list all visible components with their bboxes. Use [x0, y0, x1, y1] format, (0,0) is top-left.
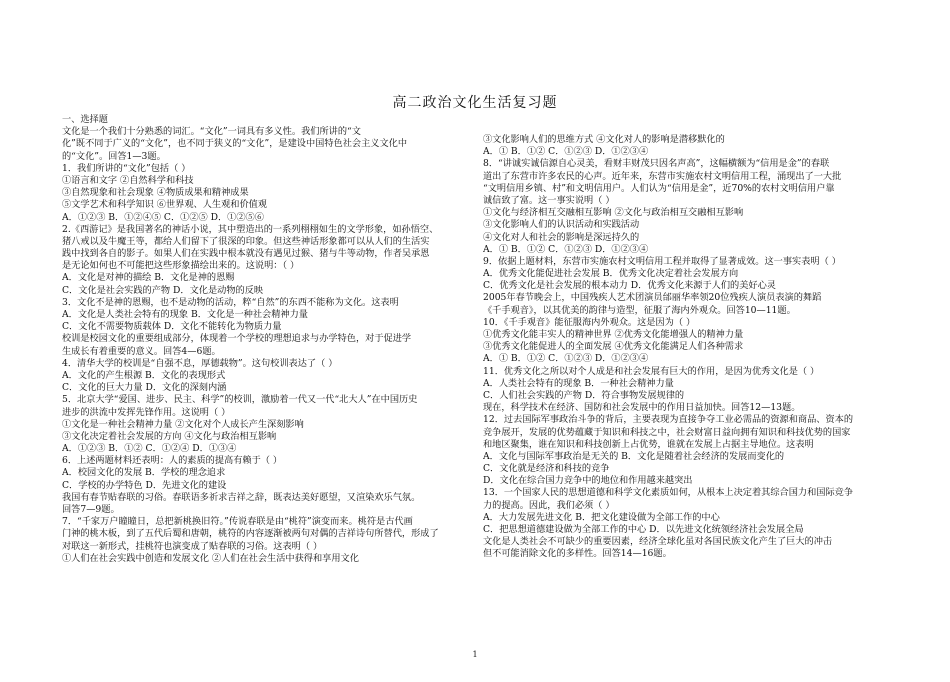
text-line: ④文化对人和社会的影响是深远持久的	[483, 231, 640, 243]
left-column	[62, 114, 472, 565]
text-line: ③优秀文化能促进人的全面发展 ④优秀文化能满足人们各种需求	[483, 341, 744, 353]
text-line: 10．《千手观音》能征服海内外观众。这是因为（ ）	[483, 316, 696, 328]
right-column	[483, 134, 903, 561]
text-line: “文明信用乡镇、村”和文明信用户。人们认为“信用是金”，近70%的农村文明信用户靠	[483, 182, 835, 194]
text-line: 6．上述两题材料还表明：人的素质的提高有赖于（ ）	[62, 455, 283, 467]
text-line: 3．文化不是神的恩赐，也不是动物的活动，粹“自然”的东西不能称为文化。这表明	[62, 296, 399, 308]
text-line: 我国有春节贴春联的习俗。春联语多祈求吉祥之辞，既表达美好愿望，又渲染欢乐气氛。	[62, 491, 421, 503]
text-line: C．文化就是经济和科技的竞争	[483, 463, 610, 475]
text-line: C．把思想道德建设做为全部工作的中心 D．以先进文化统领经济社会发展全局	[483, 524, 804, 535]
text-line: 进步的洪流中发挥先锋作用。这说明（ ）	[62, 406, 231, 418]
text-line: 9．依据上题材料，东营市实施农村文明信用工程并取得了显著成效。这一事实表明（ ）	[483, 255, 841, 267]
text-line: 生成长有着重要的意义。回答4—6题。	[62, 345, 221, 357]
text-line: C．优秀文化是社会发展的根本动力 D．优秀文化来源于人们的美好心灵	[483, 280, 776, 292]
text-line: 的“文化”。回答1—3题。	[62, 150, 166, 162]
text-line: ①语言和文字 ②自然科学和科技	[62, 174, 194, 186]
text-line: 和地区聚集，谁在知识和科技创新上占优势，谁就在发展上占据主导地位。这表明	[483, 438, 814, 450]
text-line: 诚信致了富。这一事实说明（ ）	[483, 194, 615, 206]
text-line: C．文化不需要物质载体 D．文化不能转化为物质力量	[62, 321, 282, 333]
text-line: ①人们在社会实践中创造和发展文化 ②人们在社会生活中获得和享用文化	[62, 552, 359, 564]
text-line: ①文化与经济相互交融相互影响 ②文化与政治相互交融相互影响	[483, 207, 744, 219]
text-line: 文化是一个我们十分熟悉的词汇。“文化”一词具有多义性。我们所讲的“文	[62, 126, 361, 138]
text-line: 对联这一新形式，挂桃符也演变成了贴春联的习俗。这表明（ ）	[62, 540, 323, 552]
text-line: 但不可能消除文化的多样性。回答14—16题。	[483, 548, 672, 560]
text-line: A．① B．①② C．①②③ D．①②③④	[483, 353, 649, 365]
text-line: 文化是人类社会不可缺少的重要因素，经济全球化虽对各国民族文化产生了巨大的冲击	[483, 536, 833, 548]
text-line: ①优秀文化能丰实人的精神世界 ②优秀文化能增强人的精神力量	[483, 329, 744, 340]
text-line: ①文化是一种社会精神力量 ②文化对个人成长产生深刻影响	[62, 418, 304, 430]
text-line: C．学校的办学特色 D．先进文化的建设	[62, 479, 227, 491]
text-line: 8．“讲诚实诚信源自心灵美，看财丰财茂只因名声高”，这幅横额为“信用是金”的春联	[483, 158, 830, 170]
text-line: 5．北京大学“爱国、进步、民主、科学”的校训，激励着一代又一代“北大人”在中国历史	[62, 394, 418, 406]
text-line: 12．过去国际军事政治斗争的背后，主要表现为直接争夺工业必需品的资源和商品、资本的	[483, 414, 854, 426]
text-line: C．文化的巨大力量 D．文化的深刻内涵	[62, 382, 227, 394]
text-line: D．文化在综合国力竞争中的地位和作用越来越突出	[483, 475, 693, 487]
text-line: ③文化影响人们的认识活动和实践活动	[483, 219, 640, 231]
text-line: 2.《西游记》是我国著名的神话小说，其中塑造出的一系列栩栩如生的文学形象，如孙悟空、	[62, 223, 439, 235]
text-line: 化”既不同于广义的“文化”，也不同于狭义的“文化”，是建设中国特色社会主义文化中	[62, 138, 408, 150]
text-line: A．文化与国际军事政治是无关的 B．文化是随着社会经济的发展而变化的	[483, 450, 785, 462]
text-line: 4．清华大学的校训是“自强不息，厚德载物”。这句校训表达了（ ）	[62, 357, 338, 369]
text-line: 是无论如何也不可能把这些形象描绘出来的。这说明：（ ）	[62, 260, 300, 272]
text-line: A．① B．①② C．①②③ D．①②③④	[483, 146, 649, 158]
text-line: 回答7—9题。	[62, 504, 120, 515]
page-number: 1	[472, 650, 478, 659]
text-line: 《千手观音》，以其优美的韵律与造型，征服了海内外观众。回答10—11题。	[483, 304, 796, 316]
text-line: 现在，科学技术在经济、国防和社会发展中的作用日益加快。回答12—13题。	[483, 402, 801, 414]
text-line: C．文化是社会实践的产物 D．文化是动物的反映	[62, 284, 264, 296]
text-line: ③文化决定着社会发展的方向 ④文化与政治相互影响	[62, 430, 277, 442]
text-line: A．校园文化的发展 B．学校的理念追求	[62, 467, 226, 479]
text-line: A．文化是人类社会特有的现象 B．文化是一种社会精神力量	[62, 309, 308, 320]
text-line: 13．一个国家人民的思想道德和科学文化素质如何，从根本上决定着其综合国力和国际竞争	[483, 487, 854, 499]
text-line: ⑤文学艺术和科学知识 ⑥世界观、人生观和价值观	[62, 199, 268, 211]
text-line: A．文化的产生根源 B．文化的表现形式	[62, 369, 226, 381]
text-line: A．大力发展先进文化 B．把文化建设做为全部工作的中心	[483, 511, 720, 523]
text-line: 校训是校园文化的重要组成部分，体现着一个学校的理想追求与办学特色，对于促进学	[62, 333, 412, 345]
text-line: 一、选择题	[62, 114, 108, 125]
text-line: 门神的桃木板，到了五代后蜀和唐朝，桃符的内容逐渐被两句对偶的吉祥诗句所替代，形成了	[62, 528, 439, 540]
text-line: 1．我们所讲的“文化”包括（ ）	[62, 162, 191, 174]
text-line: A．文化是对神的描绘 B．文化是神的恩赐	[62, 272, 235, 284]
text-line: 2005年春节晚会上，中国残疾人艺术团演员邰丽华率领20位残疾人演员表演的舞蹈	[483, 292, 822, 304]
text-line: C．人们社会实践的产物 D．符合事物发展规律的	[483, 389, 685, 401]
text-line: A．① B．①② C．①②③ D．①②③④	[483, 243, 649, 255]
text-line: A．人类社会特有的现象 B．一种社会精神力量	[483, 377, 674, 389]
text-line: A．①②③ B．①② C．①②④ D．①③④	[62, 443, 237, 455]
text-line: 力的提高。因此，我们必须（ ）	[483, 499, 615, 511]
text-line: 道出了东营市许多农民的心声。近年来，东营市实施农村文明信用工程，涌现出了一大批	[483, 170, 842, 182]
text-line: ③自然现象和社会现象 ④物质成果和精神成果	[62, 187, 249, 199]
page-title: 高二政治文化生活复习题	[392, 95, 558, 111]
text-line: A．①②③ B．①②④⑤ C．①②⑤ D．①②⑤⑥	[62, 211, 264, 223]
text-line: 11．优秀文化之所以对个人成是和社会发展有巨大的作用，是因为优秀文化是（ ）	[483, 365, 820, 377]
text-line: 竞争展开，发展的优势蕴藏于知识和科技之中，社会财富日益向拥有知识和科技优势的国家	[483, 426, 851, 438]
text-line: 7．“千家万户瞳瞳日，总把新桃换旧符。”传说春联是由“桃符”演变而来。桃符是古代画	[62, 516, 413, 528]
text-line: A．优秀文化能促进社会发展 B．优秀文化决定着社会发展方向	[483, 268, 739, 280]
text-line: 践中找到各自的影子。如果人们在实践中根本就没有遇见过猴、猪与牛等动物，作者吴承恩	[62, 248, 430, 260]
text-line: ③文化影响人们的思维方式 ④文化对人的影响是潜移默化的	[483, 134, 725, 145]
text-line: 猪八戒以及牛魔王等，都给人们留下了很深的印象。但这些神话形象都可以从人们的生活实	[62, 235, 430, 247]
